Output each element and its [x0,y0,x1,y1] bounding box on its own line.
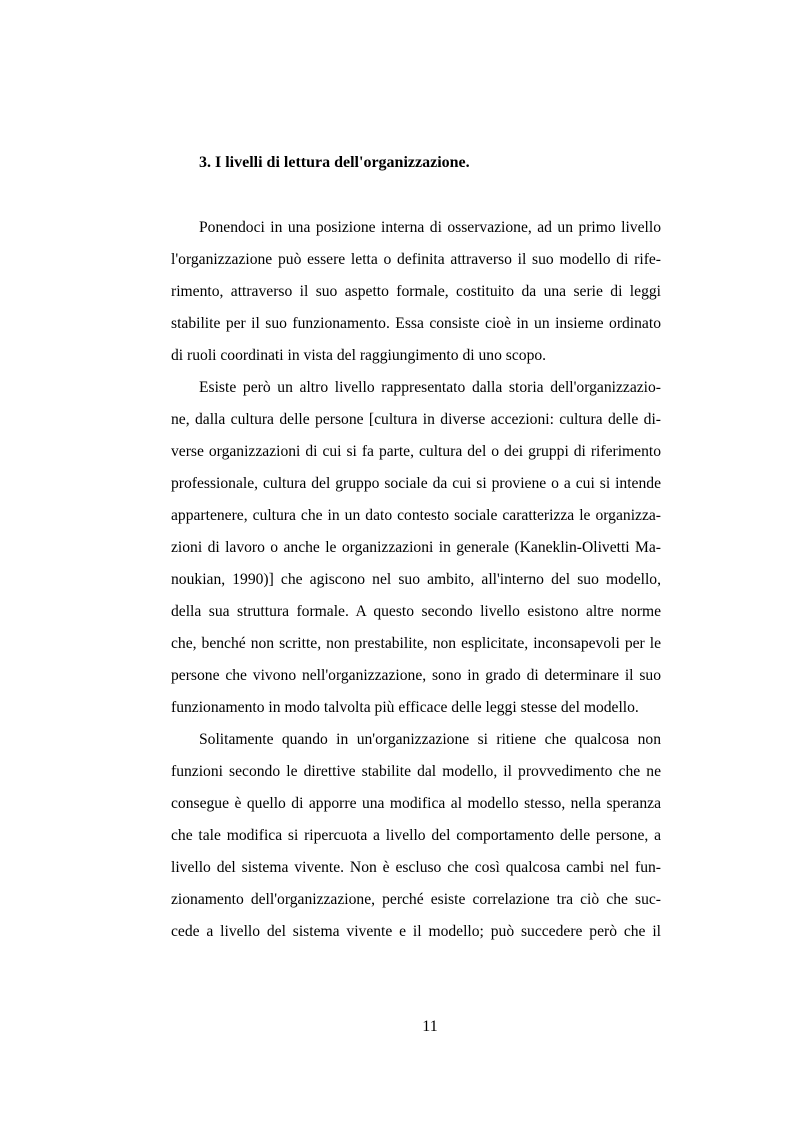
section-heading: 3. I livelli di lettura dell'organizzazione. [199,154,470,171]
paragraph-3-line-6: zionamento dell'organizzazione, perché esiste correlazione tra ciò che suc- [171,891,661,908]
paragraph-3-line-1: Solitamente quando in un'organizzazione si ritiene che qualcosa non [199,731,661,748]
paragraph-2-line-2: ne, dalla cultura delle persone [cultura in diverse accezioni: cultura delle di- [171,411,661,428]
body-text [171,212,661,948]
paragraph-2-line-9: che, benché non scritte, non prestabilite, non esplicitate, inconsapevoli per le [171,635,661,652]
paragraph-3-line-2: funzioni secondo le direttive stabilite dal modello, il provvedimento che ne [171,763,661,780]
paragraph-1-line-2: l'organizzazione può essere letta o definita attraverso il suo modello di rife- [171,251,661,268]
paragraph-3-line-3: consegue è quello di apporre una modifica al modello stesso, nella speranza [171,795,661,812]
paragraph-3-line-4: che tale modifica si ripercuota a livello del comportamento delle persone, a [171,827,661,844]
paragraph-1-line-3: rimento, attraverso il suo aspetto formale, costituito da una serie di leggi [171,283,661,300]
paragraph-3-line-7: cede a livello del sistema vivente e il modello; può succedere però che il [171,923,661,940]
paragraph-1-line-5: di ruoli coordinati in vista del raggiungimento di uno scopo. [171,347,547,364]
paragraph-2-line-10: persone che vivono nell'organizzazione, sono in grado di determinare il suo [171,667,661,684]
paragraph-2-line-8: della sua struttura formale. A questo secondo livello esistono altre norme [171,603,661,620]
paragraph-2-line-5: appartenere, cultura che in un dato contesto sociale caratterizza le organizza- [171,507,661,524]
paragraph-2-line-1: Esiste però un altro livello rappresentato dalla storia dell'organizzazio- [199,379,661,396]
paragraph-2-line-6: zioni di lavoro o anche le organizzazioni in generale (Kaneklin-Olivetti Ma- [171,539,661,556]
page-number: 11 [422,1018,438,1035]
paragraph-2-line-3: verse organizzazioni di cui si fa parte, cultura del o dei gruppi di riferimento [171,443,661,460]
paragraph-1-line-1: Ponendoci in una posizione interna di osservazione, ad un primo livello [199,219,661,236]
paragraph-3-line-5: livello del sistema vivente. Non è escluso che così qualcosa cambi nel fun- [171,859,661,876]
paragraph-2-line-11: funzionamento in modo talvolta più efficace delle leggi stesse del modello. [171,699,639,716]
paragraph-1-line-4: stabilite per il suo funzionamento. Essa consiste cioè in un insieme ordinato [171,315,661,332]
paragraph-2-line-7: noukian, 1990)] che agiscono nel suo ambito, all'interno del suo modello, [171,571,661,588]
paragraph-2-line-4: professionale, cultura del gruppo sociale da cui si proviene o a cui si intende [171,475,661,492]
